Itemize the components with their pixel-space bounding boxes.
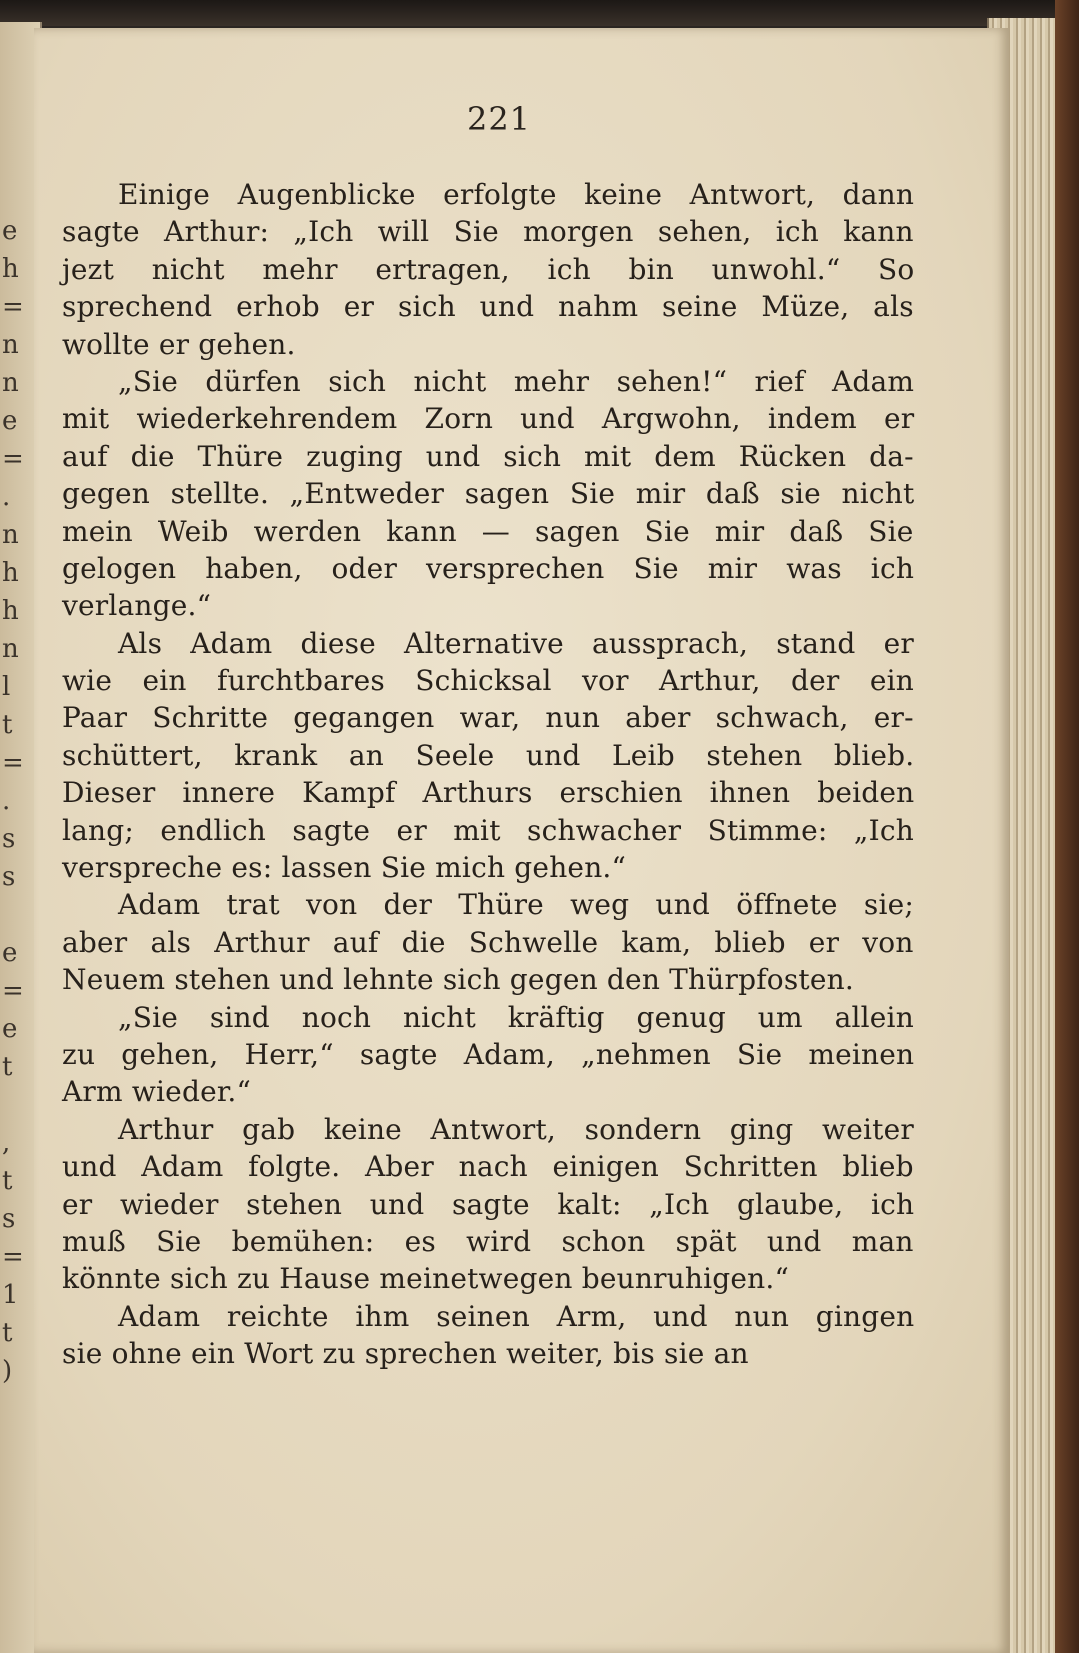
text-line: sprechend erhob er sich und nahm seine Müze, als: [62, 290, 914, 324]
book-page: [34, 28, 1009, 1653]
text-line: sie ohne ein Wort zu sprechen weiter, bis sie an: [62, 1337, 749, 1371]
text-line: zu gehen, Herr,“ sagte Adam, „nehmen Sie meinen: [62, 1037, 915, 1071]
text-line: schüttert, krank an Seele und Leib stehen blieb.: [62, 738, 915, 772]
text-line: „Sie sind noch nicht kräftig genug um allein: [118, 1000, 914, 1034]
text-line: wie ein furchtbares Schicksal vor Arthur, der ein: [62, 664, 914, 698]
body-text: [62, 176, 914, 1373]
text-line: sagte Arthur: „Ich will Sie morgen sehen, ich kann: [62, 215, 914, 249]
text-line: „Sie dürfen sich nicht mehr sehen!“ rief Adam: [118, 364, 915, 398]
text-line: und Adam folgte. Aber nach einigen Schritten blieb: [62, 1150, 914, 1184]
text-line: gegen stellte. „Entweder sagen Sie mir daß sie nicht: [62, 477, 915, 511]
text-line: er wieder stehen und sagte kalt: „Ich glaube, ich: [62, 1187, 915, 1221]
text-line: mein Weib werden kann — sagen Sie mir daß Sie: [62, 514, 914, 548]
text-line: lang; endlich sagte er mit schwacher Stimme: „Ich: [62, 813, 915, 847]
text-line: auf die Thüre zuging und sich mit dem Rücken da-: [62, 439, 914, 473]
text-line: Adam trat von der Thüre weg und öffnete sie;: [118, 888, 915, 922]
text-line: könnte sich zu Hause meinetwegen beunruhigen.“: [62, 1262, 790, 1296]
text-line: jezt nicht mehr ertragen, ich bin unwohl.“ So: [62, 252, 915, 286]
book-binding: [1055, 0, 1079, 1653]
text-line: verlange.“: [62, 589, 212, 623]
text-line: mit wiederkehrendem Zorn und Argwohn, indem er: [62, 402, 915, 436]
text-line: Einige Augenblicke erfolgte keine Antwort, dann: [118, 178, 915, 211]
text-line: Paar Schritte gegangen war, nun aber schwach, er-: [62, 701, 914, 735]
text-line: aber als Arthur auf die Schwelle kam, blieb er von: [62, 925, 914, 959]
page-number: 221: [466, 100, 532, 138]
text-line: muß Sie bemühen: es wird schon spät und man: [62, 1224, 914, 1258]
book-top-edge: [0, 0, 1079, 26]
text-line: Neuem stehen und lehnte sich gegen den Thürpfosten.: [62, 963, 854, 997]
text-line: Als Adam diese Alternative aussprach, stand er: [118, 626, 914, 660]
text-line: Adam reichte ihm seinen Arm, und nun gingen: [118, 1299, 915, 1333]
text-line: wollte er gehen.: [62, 327, 296, 361]
previous-page-margin-letters: e h = n n e = . n h h n l t = . s s e = e t , t s = 1 t ): [2, 216, 24, 1386]
text-line: Arthur gab keine Antwort, sondern ging weiter: [118, 1112, 914, 1146]
text-line: gelogen haben, oder versprechen Sie mir was ich: [62, 551, 915, 585]
text-line: Dieser innere Kampf Arthurs erschien ihnen beiden: [62, 776, 915, 810]
text-line: Arm wieder.“: [62, 1075, 251, 1109]
text-line: verspreche es: lassen Sie mich gehen.“: [62, 851, 627, 885]
